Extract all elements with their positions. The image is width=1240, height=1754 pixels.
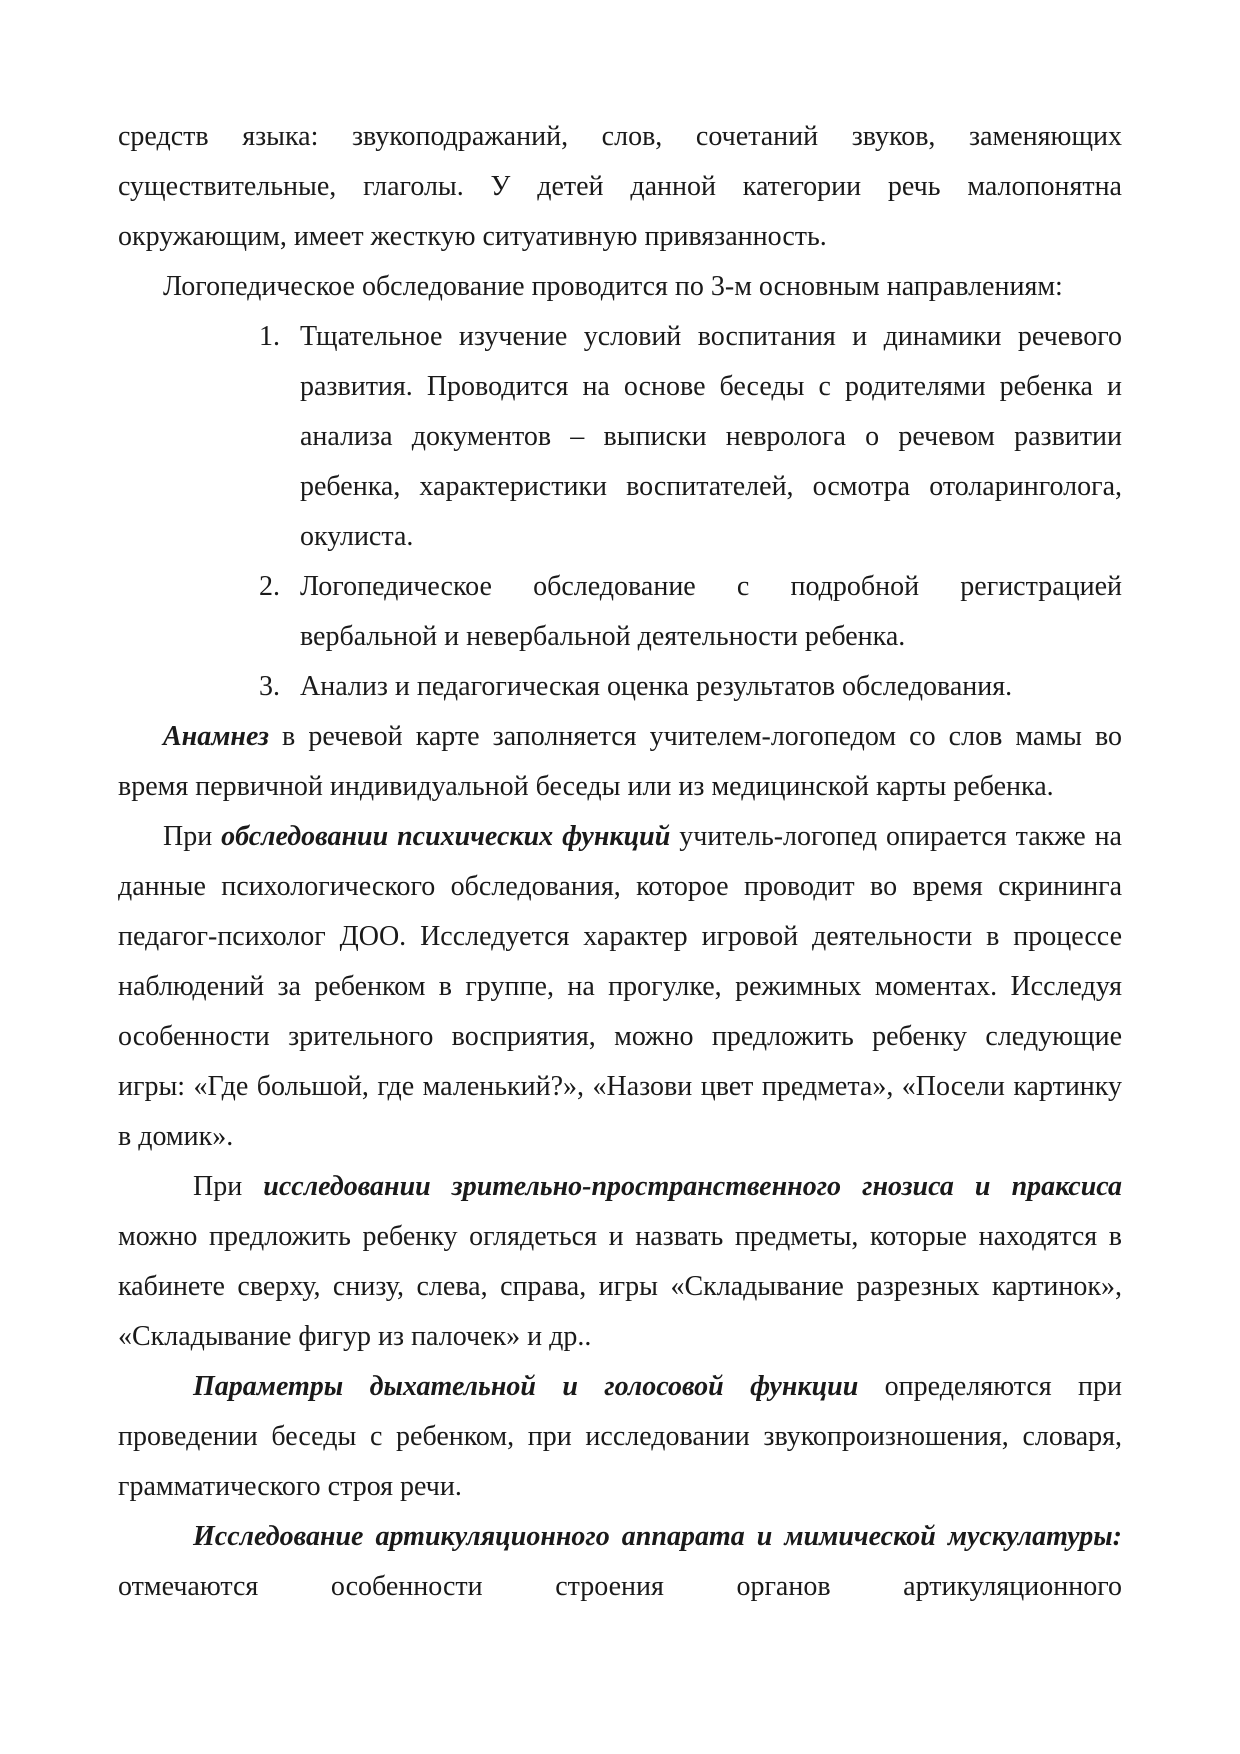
list-number: 3. [259, 671, 280, 702]
paragraph-text: определяются при проведении беседы с ребенком, при исследовании звукопроизношения, словаря, грамматического строя речи. [118, 1371, 1122, 1502]
list-item [118, 312, 1122, 562]
term-anamnesis: Анамнез [163, 721, 269, 752]
term-articulation: Исследование артикуляционного аппарата и мимической мускулатуры: [193, 1521, 1122, 1552]
paragraph-psychic-functions [118, 812, 1122, 1162]
list-text: Логопедическое обследование с подробной регистрацией вербальной и невербальной деятельности ребенка. [300, 571, 1122, 652]
list-item [118, 562, 1122, 662]
term-gnosis-praxis: исследовании зрительно-пространственного гнозиса и праксиса [263, 1171, 1122, 1202]
list-text: Тщательное изучение условий воспитания и динамики речевого развития. Проводится на основе беседы с родителями ребенка и анализа документов – выписки невролога о речевом развитии ребенка, характеристики воспитателей, осмотра отоларинголога, окулиста. [300, 321, 1122, 552]
list-item [118, 662, 1122, 712]
paragraph-text: учитель-логопед опирается также на данные психологического обследования, которое проводит во время скрининга педагог-психолог ДОО. Исследуется характер игровой деятельности в процессе наблюдений за ребенком в группе, на прогулке, режимных моментах. Исследуя особенности зрительного восприятия, можно предложить ребенку следующие игры: «Где большой, где маленький?», «Назови цвет предмета», «Посели картинку в домик». [118, 821, 1122, 1152]
paragraph-lead: При [193, 1171, 264, 1202]
paragraph-breathing-voice [118, 1362, 1122, 1512]
term-psychic-functions: обследовании психических функций [221, 821, 671, 852]
paragraph-gnosis-praxis [118, 1162, 1122, 1362]
term-breathing-voice: Параметры дыхательной и голосовой функции [193, 1371, 859, 1402]
paragraph-text: отмечаются особенности строения органов артикуляционного [118, 1571, 1122, 1602]
list-text: Анализ и педагогическая оценка результатов обследования. [300, 671, 1013, 702]
list-number: 1. [259, 321, 280, 352]
paragraph-directions: Логопедическое обследование проводится по 3-м основным направлениям: [163, 271, 1063, 302]
list-number: 2. [259, 571, 280, 602]
paragraph-lead: При [163, 821, 222, 852]
paragraph-text: можно предложить ребенку оглядеться и назвать предметы, которые находятся в кабинете сверху, снизу, слева, справа, игры «Складывание разрезных картинок», «Складывание фигур из палочек» и др.. [118, 1221, 1122, 1352]
paragraph-anamnesis [118, 712, 1122, 812]
paragraph-text: в речевой карте заполняется учителем-логопедом со слов мамы во время первичной индивидуальной беседы или из медицинской карты ребенка. [118, 721, 1122, 802]
directions-list [118, 312, 1122, 712]
paragraph-articulation [118, 1512, 1122, 1612]
document-body [118, 112, 1122, 1612]
paragraph-intro: средств языка: звукоподражаний, слов, сочетаний звуков, заменяющих существительные, глаголы. У детей данной категории речь малопонятна окружающим, имеет жесткую ситуативную привязанность. [118, 121, 1122, 252]
